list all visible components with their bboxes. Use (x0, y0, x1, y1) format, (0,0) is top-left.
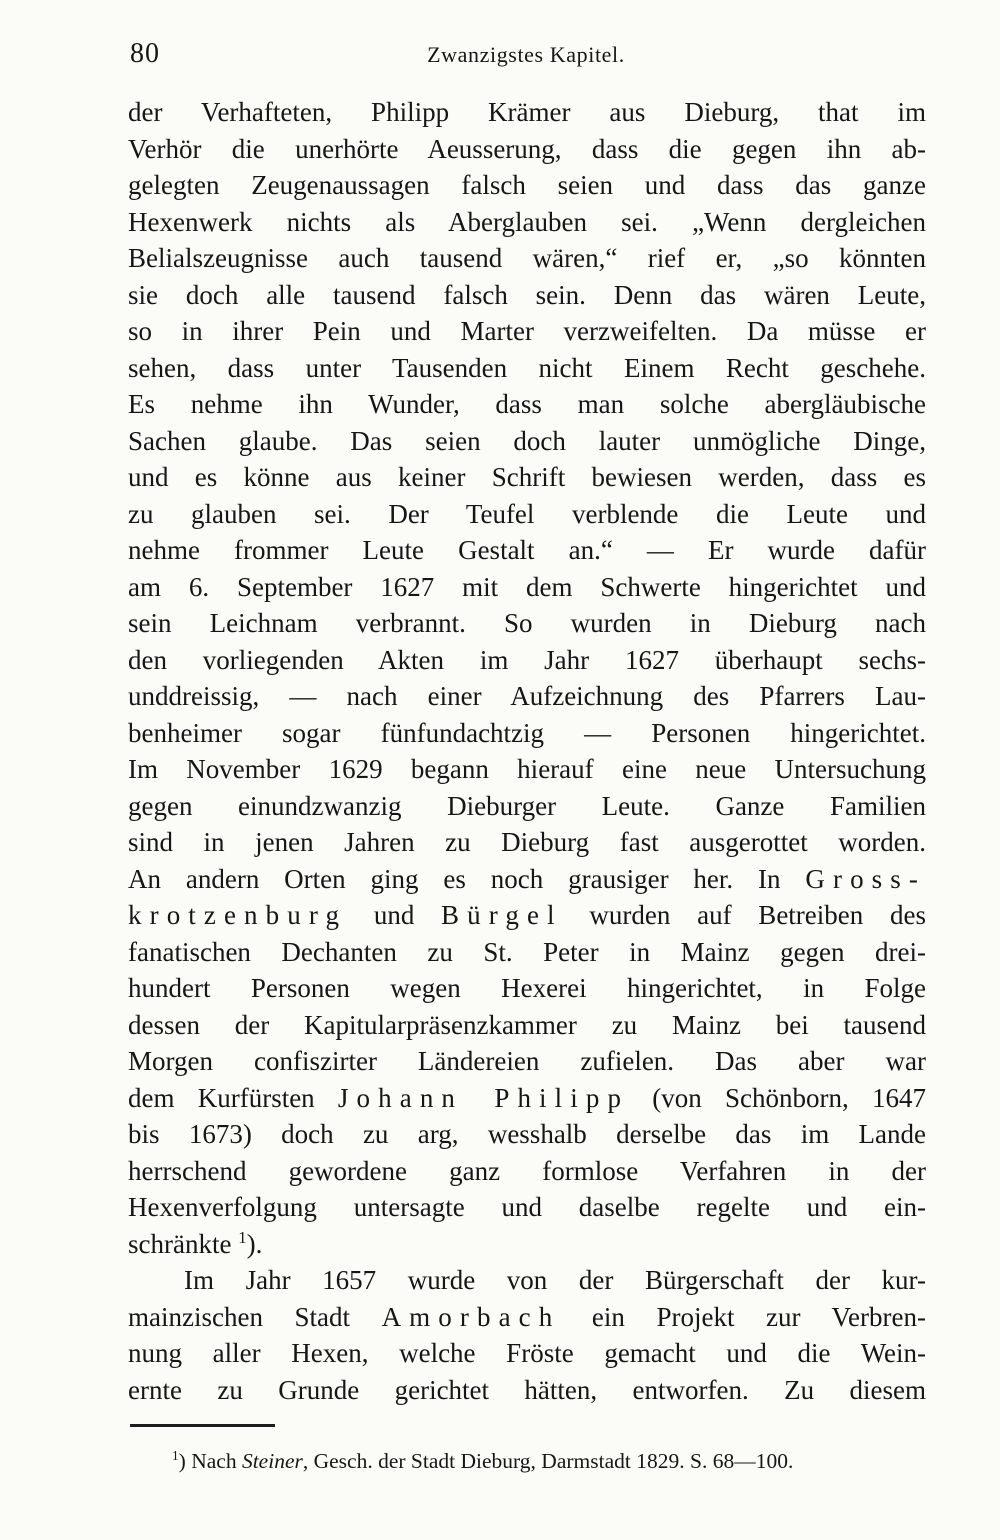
text-segment: unddreissig, — nach einer Aufzeichnung des Pfarrers Lau- (128, 681, 926, 711)
text-line (128, 204, 926, 241)
text-segment: ernte zu Grunde gerichtet hätten, entworfen. Zu diesem (128, 1374, 926, 1405)
text-segment: ). (246, 1228, 263, 1259)
page-number: 80 (130, 38, 160, 69)
text-segment: mainzischen Stadt (128, 1301, 382, 1332)
italic-text: Steiner (241, 1449, 303, 1473)
text-line (128, 1226, 926, 1263)
spaced-text: Johann Philipp (337, 1082, 630, 1113)
text-segment: Im November 1629 begann hierauf eine neue Untersuchung (128, 754, 926, 784)
text-line (128, 824, 926, 861)
text-line (128, 386, 926, 423)
text-segment: nung aller Hexen, welche Fröste gemacht und die Wein- (128, 1338, 926, 1368)
text-line (128, 897, 926, 934)
spaced-text: Amorbach (381, 1301, 561, 1332)
text-segment: hundert Personen wegen Hexerei hingerichtet, in Folge (128, 973, 926, 1003)
text-line (128, 861, 926, 898)
text-segment: sind in jenen Jahren zu Dieburg fast ausgerottet worden. (128, 827, 926, 857)
spaced-text: Gross- (805, 863, 926, 894)
text-segment: nehme frommer Leute Gestalt an.“ — Er wurde dafür (128, 535, 926, 565)
sup-text: 1 (172, 1447, 179, 1463)
text-line (128, 131, 926, 168)
text-segment: Es nehme ihn Wunder, dass man solche abergläubische (128, 389, 926, 419)
text-line (128, 678, 926, 715)
text-segment: fanatischen Dechanten zu St. Peter in Mainz gegen drei- (128, 936, 926, 967)
text-segment: und es könne aus keiner Schrift bewiesen werden, dass es (128, 462, 926, 492)
text-segment: sein Leichnam verbrannt. So wurden in Dieburg nach (128, 608, 926, 638)
sup-text: 1 (238, 1227, 247, 1247)
text-line (128, 970, 926, 1007)
text-segment: gelegten Zeugenaussagen falsch seien und dass das ganze (128, 170, 926, 200)
text-segment: sehen, dass unter Tausenden nicht Einem Recht geschehe. (128, 352, 926, 383)
text-line (128, 313, 926, 350)
text-line (128, 1335, 926, 1372)
text-line (128, 751, 926, 788)
text-line (128, 1007, 926, 1044)
text-line (128, 605, 926, 642)
text-line (128, 788, 926, 825)
text-segment: und (347, 900, 442, 930)
text-line (128, 1116, 926, 1153)
text-line (128, 1189, 926, 1226)
text-segment: dem Kurfürsten (128, 1082, 338, 1113)
text-line (128, 1043, 926, 1080)
text-segment: schränkte (128, 1228, 239, 1259)
text-line (128, 240, 926, 277)
text-line (128, 934, 926, 971)
text-line (128, 350, 926, 387)
text-line (128, 1299, 926, 1336)
text-segment: der Verhafteten, Philipp Krämer aus Dieburg, that im (128, 97, 926, 127)
text-segment: Im Jahr 1657 wurde von der Bürgerschaft der kur- (184, 1265, 926, 1295)
text-segment: (von Schönborn, 1647 (629, 1082, 926, 1113)
text-segment: Belialszeugnisse auch tausend wären,“ rief er, „so könnten (128, 243, 926, 273)
text-line (128, 277, 926, 314)
text-segment: Hexenverfolgung untersagte und daselbe regelte und ein- (128, 1192, 926, 1222)
text-segment: Sachen glaube. Das seien doch lauter unmögliche Dinge, (128, 425, 926, 456)
text-line (128, 532, 926, 569)
text-segment: benheimer sogar fünfundachtzig — Personen hingerichtet. (128, 717, 926, 748)
text-segment: bis 1673) doch zu arg, wesshalb derselbe das im Lande (128, 1119, 926, 1149)
text-line (128, 1262, 926, 1299)
paragraph (128, 94, 926, 1262)
text-line (128, 1153, 926, 1190)
text-segment: gegen einundzwanzig Dieburger Leute. Ganze Familien (128, 790, 926, 821)
text-segment: zu glauben sei. Der Teufel verblende die Leute und (128, 498, 926, 529)
text-segment: ) Nach (178, 1449, 242, 1473)
text-line (128, 94, 926, 131)
text-line (128, 642, 926, 679)
text-line (128, 569, 926, 606)
footnote-divider (130, 1424, 275, 1427)
running-header (128, 36, 924, 70)
spaced-text: krotzenburg (128, 900, 348, 930)
text-line (128, 167, 926, 204)
text-line (128, 423, 926, 460)
text-segment: Hexenwerk nichts als Aberglauben sei. „Wenn dergleichen (128, 206, 926, 237)
text-segment: so in ihrer Pein und Marter verzweifelten. Da müsse er (128, 316, 926, 346)
text-segment: wurden auf Betreiben des (562, 900, 926, 930)
text-line (128, 1080, 926, 1117)
text-segment: Verhör die unerhörte Aeusserung, dass die gegen ihn ab- (128, 133, 926, 164)
text-segment: sie doch alle tausend falsch sein. Denn das wären Leute, (128, 279, 926, 310)
text-block (128, 94, 926, 1408)
text-line (128, 1372, 926, 1409)
chapter-title: Zwanzigstes Kapitel. (427, 42, 625, 67)
text-segment: dessen der Kapitularpräsenzkammer zu Mainz bei tausend (128, 1009, 926, 1040)
paragraph (128, 1262, 926, 1408)
text-line (128, 715, 926, 752)
text-segment: , Gesch. der Stadt Dieburg, Darmstadt 1829. S. 68—100. (302, 1449, 794, 1473)
text-segment: am 6. September 1627 mit dem Schwerte hingerichtet und (128, 571, 926, 602)
text-segment: herrschend gewordene ganz formlose Verfahren in der (128, 1155, 926, 1186)
spaced-text: Bürgel (441, 900, 563, 930)
text-segment: den vorliegenden Akten im Jahr 1627 überhaupt sechs- (128, 644, 926, 675)
text-segment: ein Projekt zur Verbren- (560, 1301, 926, 1332)
text-line (128, 459, 926, 496)
text-segment: An andern Orten ging es noch grausiger her. In (128, 863, 806, 894)
text-line (128, 496, 926, 533)
text-segment: Morgen confiszirter Ländereien zufielen. Das aber war (128, 1046, 926, 1076)
footnote (128, 1447, 928, 1475)
